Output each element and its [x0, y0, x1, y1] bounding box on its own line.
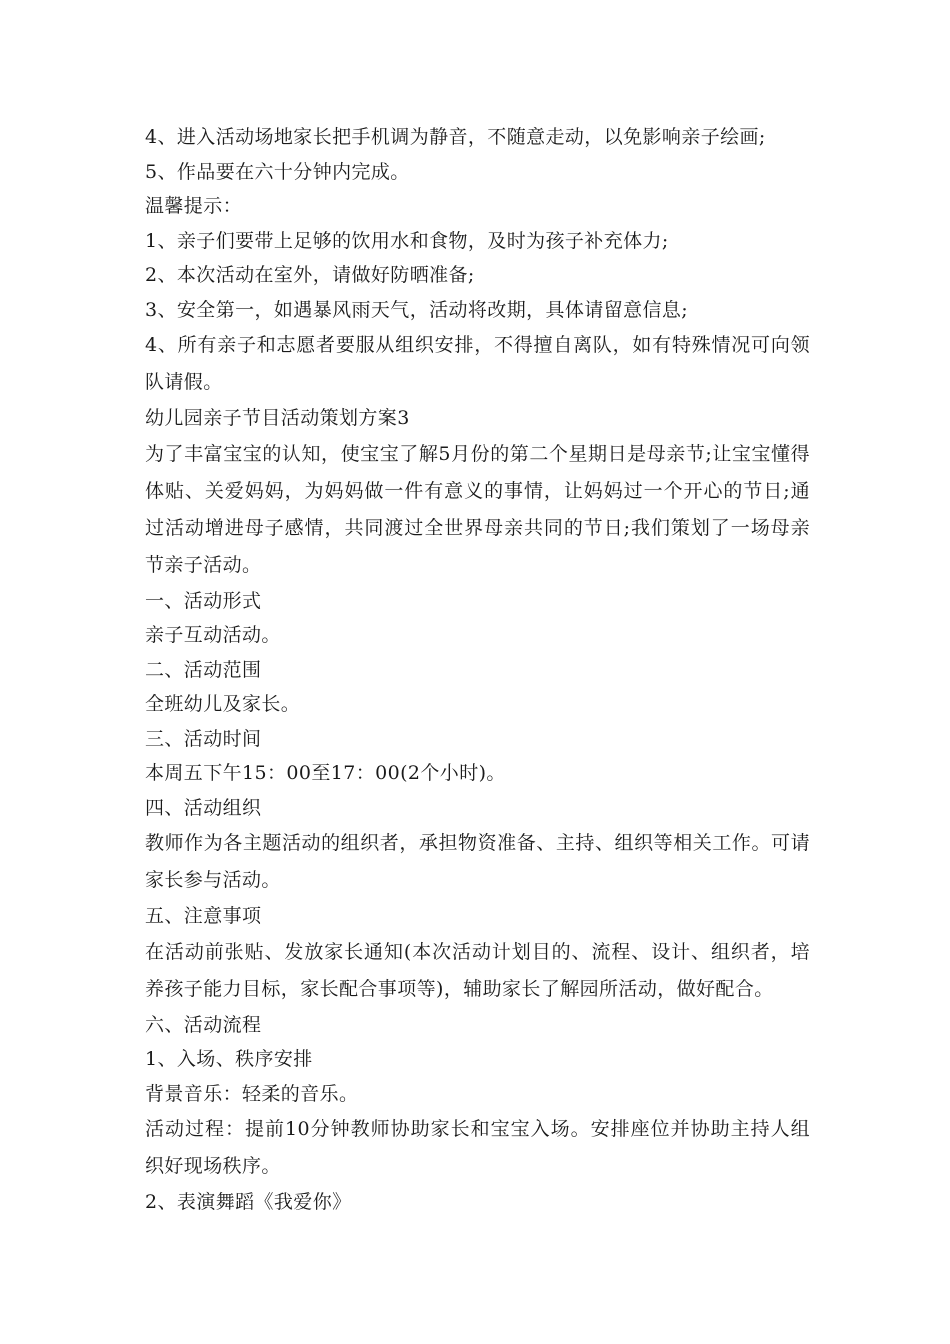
- paragraph-activity-form: 亲子互动活动。: [145, 624, 281, 646]
- paragraph-activity-procedure: 活动过程：提前10分钟教师协助家长和宝宝入场。安排座位并协助主持人组织好现场秩序。: [145, 1118, 810, 1177]
- paragraph-tip-3: 3、安全第一，如遇暴风雨天气，活动将改期，具体请留意信息;: [145, 298, 689, 321]
- paragraph-tip-2: 2、本次活动在室外，请做好防晒准备;: [145, 264, 475, 286]
- paragraph-tips-heading: 温馨提示：: [145, 195, 243, 217]
- paragraph-instruction-5: 5、作品要在六十分钟内完成。: [145, 160, 410, 183]
- heading-activity-scope: 二、活动范围: [145, 658, 262, 681]
- heading-notes: 五、注意事项: [145, 905, 262, 927]
- heading-dance-performance: 2、表演舞蹈《我爱你》: [145, 1191, 352, 1213]
- paragraph-tip-4: 4、所有亲子和志愿者要服从组织安排，不得擅自离队，如有特殊情况可向领队请假。: [145, 334, 810, 393]
- paragraph-activity-time: 本周五下午15：00至17：00(2个小时)。: [145, 762, 506, 784]
- paragraph-notes: 在活动前张贴、发放家长通知(本次活动计划目的、流程、设计、组织者，培养孩子能力目标，家长配合事项等)，辅助家长了解园所活动，做好配合。: [145, 940, 810, 1000]
- section-title-plan-3: 幼儿园亲子节目活动策划方案3: [145, 407, 410, 429]
- paragraph-activity-organization: 教师作为各主题活动的组织者，承担物资准备、主持、组织等相关工作。可请家长参与活动。: [145, 832, 810, 891]
- heading-entry-order: 1、入场、秩序安排: [145, 1048, 313, 1070]
- document-body: [145, 120, 810, 1220]
- heading-activity-organization: 四、活动组织: [145, 796, 262, 819]
- heading-activity-form: 一、活动形式: [145, 589, 262, 612]
- paragraph-instruction-4: 4、进入活动场地家长把手机调为静音，不随意走动，以免影响亲子绘画;: [145, 126, 766, 148]
- paragraph-background-music: 背景音乐：轻柔的音乐。: [145, 1082, 359, 1105]
- heading-activity-process: 六、活动流程: [145, 1013, 262, 1036]
- heading-activity-time: 三、活动时间: [145, 727, 262, 750]
- paragraph-tip-1: 1、亲子们要带上足够的饮用水和食物，及时为孩子补充体力;: [145, 229, 669, 252]
- paragraph-activity-scope: 全班幼儿及家长。: [145, 693, 301, 715]
- paragraph-intro: 为了丰富宝宝的认知，使宝宝了解5月份的第二个星期日是母亲节;让宝宝懂得体贴、关爱妈妈，为妈妈做一件有意义的事情，让妈妈过一个开心的节日;通过活动增进母子感情，共同渡过全世界母亲共同的节日;我们策划了一场母亲节亲子活动。: [145, 442, 810, 576]
